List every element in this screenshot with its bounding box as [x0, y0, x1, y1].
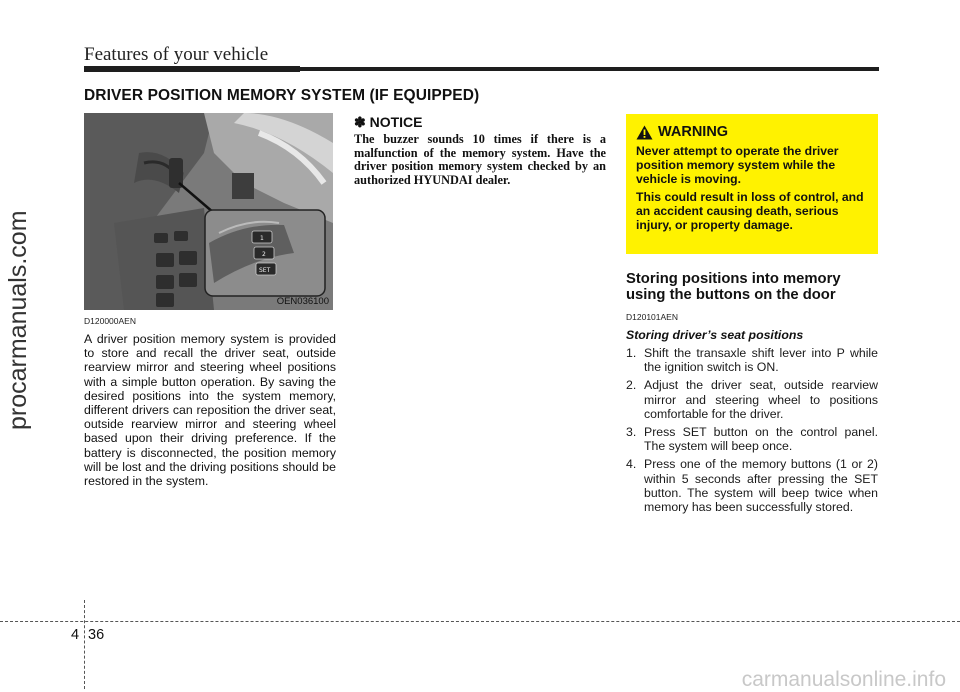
step-text: Press SET button on the control panel. The system will beep once.	[644, 425, 878, 454]
svg-text:2: 2	[262, 251, 266, 258]
notice-title: ✽ NOTICE	[354, 114, 423, 130]
storing-subheading: Storing driver’s seat positions	[626, 328, 804, 342]
warning-triangle-icon	[636, 125, 653, 140]
step-number: 4.	[626, 457, 637, 472]
step-text: Press one of the memory buttons (1 or 2) within 5 seconds after pressing the SET button. The system will beep twice when memory has been successfully stored.	[644, 457, 878, 515]
warning-title: WARNING	[658, 124, 729, 140]
figure-code: OEN036100	[276, 296, 329, 307]
step-number: 1.	[626, 346, 637, 360]
section-number: 4	[71, 627, 80, 643]
header-rule-accent	[84, 66, 300, 72]
step-item	[626, 378, 878, 421]
warning-line-1: Never attempt to operate the driver position memory system while the vehicle is moving.	[636, 144, 839, 186]
step-item	[626, 425, 878, 453]
warning-box	[626, 114, 878, 254]
watermark-bottom: carmanualsonline.info	[741, 668, 946, 691]
notice-text: The buzzer sounds 10 times if there is a malfunction of the memory system. Have the driver position memory system checked by an authorized HYUNDAI dealer.	[354, 132, 606, 187]
step-item	[626, 457, 878, 514]
watermark-left: procarmanuals.com	[4, 210, 32, 430]
page-number: 36	[88, 627, 105, 643]
intro-paragraph: A driver position memory system is provided to store and recall the driver seat, outside rearview mirror and steering wheel positions with a simple button operation. By saving the desired positions into the system memory, different drivers can reposition the driver seat, outside rearview mirror and steering wheel based upon their driving preference. If the battery is disconnected, the position memory will be lost and the driving positions should be restored in the system.	[84, 332, 336, 489]
storing-heading: Storing positions into memory using the buttons on the door	[626, 271, 841, 303]
warning-line-2: This could result in loss of control, and an accident causing death, serious injury, or property damage.	[636, 190, 864, 232]
step-number: 2.	[626, 378, 637, 393]
step-text: Shift the transaxle shift lever into P while the ignition switch is ON.	[644, 346, 878, 375]
footer-divider	[84, 600, 85, 689]
section-title: Features of your vehicle	[84, 44, 269, 65]
svg-text:1: 1	[260, 235, 264, 242]
door-panel-illustration	[84, 113, 333, 310]
storing-code: D120101AEN	[626, 312, 678, 322]
step-item	[626, 346, 878, 374]
footer-rule	[0, 621, 960, 622]
storing-steps	[626, 346, 878, 514]
door-panel-figure	[84, 113, 333, 310]
step-number: 3.	[626, 425, 637, 440]
main-heading: DRIVER POSITION MEMORY SYSTEM (IF EQUIPPED)	[84, 87, 480, 104]
step-text: Adjust the driver seat, outside rearview mirror and steering wheel to positions comfortable for the driver.	[644, 378, 878, 421]
intro-code: D120000AEN	[84, 316, 136, 326]
svg-text:SET: SET	[259, 267, 271, 274]
